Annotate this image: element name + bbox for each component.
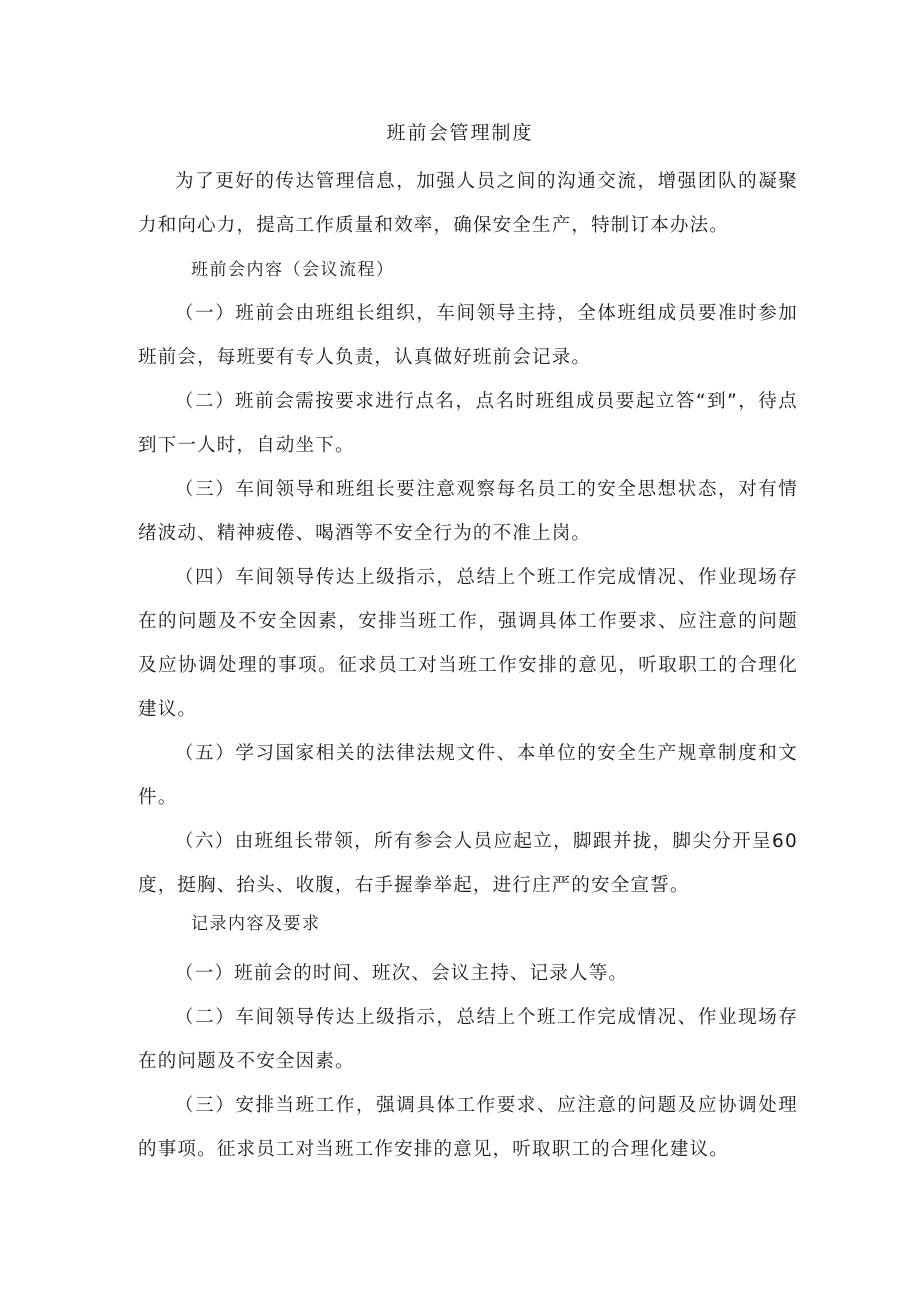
content-item-6: （六）由班组长带领，所有参会人员应起立，脚跟并拢，脚尖分开呈60度，挺胸、抬头、收腹，右手握拳举起，进行庄严的安全宣誓。	[138, 831, 798, 896]
content-section-heading: 班前会内容（会议流程）	[191, 260, 395, 280]
intro-paragraph: 为了更好的传达管理信息，加强人员之间的沟通交流，增强团队的凝聚力和向心力，提高工作质量和效率，确保安全生产，特制订本办法。	[138, 171, 798, 236]
content-item-5: （五）学习国家相关的法律法规文件、本单位的安全生产规章制度和文件。	[138, 743, 798, 808]
content-item-3: （三）车间领导和班组长要注意观察每名员工的安全思想状态，对有情绪波动、精神疲倦、喝酒等不安全行为的不准上岗。	[138, 479, 798, 544]
record-section-heading: 记录内容及要求	[191, 914, 321, 934]
content-item-1: （一）班前会由班组长组织，车间领导主持，全体班组成员要准时参加班前会，每班要有专人负责，认真做好班前会记录。	[138, 303, 798, 368]
record-item-3: （三）安排当班工作，强调具体工作要求、应注意的问题及应协调处理的事项。征求员工对当班工作安排的意见，听取职工的合理化建议。	[138, 1095, 798, 1160]
document-title: 班前会管理制度	[386, 122, 534, 144]
content-item-4: （四）车间领导传达上级指示，总结上个班工作完成情况、作业现场存在的问题及不安全因素，安排当班工作，强调具体工作要求、应注意的问题及应协调处理的事项。征求员工对当班工作安排的意见，听取职工的合理化建议。	[138, 567, 798, 720]
content-item-2: （二）班前会需按要求进行点名，点名时班组成员要起立答“到”，待点到下一人时，自动坐下。	[138, 391, 798, 456]
record-item-1: （一）班前会的时间、班次、会议主持、记录人等。	[175, 963, 629, 984]
record-item-2: （二）车间领导传达上级指示，总结上个班工作完成情况、作业现场存在的问题及不安全因素。	[138, 1007, 798, 1072]
